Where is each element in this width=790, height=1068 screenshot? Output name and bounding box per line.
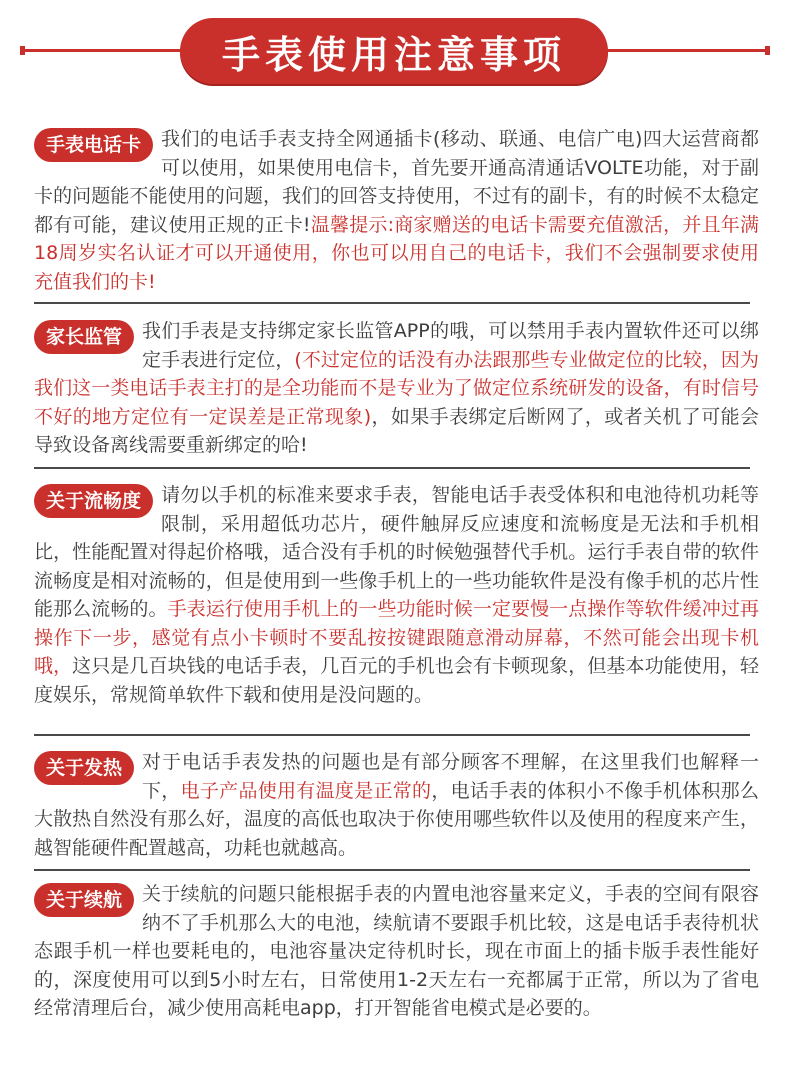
section-text <box>34 880 759 1023</box>
section-divider <box>34 302 750 304</box>
text-normal: 请勿以手机的标准来要求手表，智能电话手表受体积和电池待机功耗等限制，采用超低功芯片，硬件触屏反应速度和流畅度是无法和手机相比，性能配置对得起价格哦，适合没有手机的时候勉强替代手机。运行手表自带的软件流畅度是相对流畅的，但是使用到一些像手机上的一些功能软件是没有像手机的芯片性能那么流畅的。 <box>34 484 759 620</box>
section-divider <box>34 734 750 736</box>
section-divider <box>34 869 750 871</box>
section-badge: 关于流畅度 <box>34 484 153 518</box>
section-badge: 关于续航 <box>34 883 134 917</box>
page-header <box>0 0 790 100</box>
header-rule-right <box>593 49 768 52</box>
text-normal: 我们的电话手表支持全网通插卡(移动、联通、电信广电)四大运营商都可以使用，如果使用电信卡，首先要开通高清通话VOLTE功能，对于副卡的问题能不能使用的问题，我们的回答支持使用，不过有的副卡，有的时候不太稳定都有可能，建议使用正规的正卡! <box>34 128 759 236</box>
text-normal: 对于电话手表发热的问题也是有部分顾客不理解，在这里我们也解释一下， <box>142 751 759 802</box>
section-badge: 关于发热 <box>34 751 134 785</box>
text-normal: ，如果手表绑定后断网了，或者关机了可能会导致设备离线需要重新绑定的哈! <box>34 405 759 456</box>
text-highlight: (不过定位的话没有办法跟那些专业做定位的比较，因为我们这一类电话手表主打的是全功能而不是专业为了做定位系统研发的设备，有时信号不好的地方定位有一定误差是正常现象) <box>34 348 759 428</box>
section-parent-control <box>34 317 759 460</box>
section-battery <box>34 880 759 1023</box>
rule-cap-right <box>765 46 770 55</box>
section-text <box>34 317 759 460</box>
section-heat <box>34 748 759 862</box>
text-normal: ，电话手表的体积小不像手机体积那么大散热自然没有那么好，温度的高低也取决于你使用哪些软件以及使用的程度来产生，越智能硬件配置越高，功耗也就越高。 <box>34 779 759 859</box>
text-normal: 关于续航的问题只能根据手表的内置电池容量来定义，手表的空间有限容纳不了手机那么大的电池，续航请不要跟手机比较，这是电话手表待机状态跟手机一样也要耗电的，电池容量决定待机时长，现在市面上的插卡版手表性能好的，深度使用可以到5小时左右，日常使用1-2天左右一充都属于正常，所以为了省电经常清理后台，减少使用高耗电app，打开智能省电模式是必要的。 <box>34 883 759 1019</box>
text-highlight: 电子产品使用有温度是正常的 <box>180 779 432 802</box>
section-sim-card <box>34 125 759 296</box>
section-divider <box>34 467 750 469</box>
text-normal: 这只是几百块钱的电话手表，几百元的手机也会有卡顿现象，但基本功能使用，轻度娱乐，常规简单软件下载和使用是没问题的。 <box>34 655 759 706</box>
section-text <box>34 748 759 862</box>
section-badge: 家长监管 <box>34 320 134 354</box>
section-badge: 手表电话卡 <box>34 128 153 162</box>
page-title: 手表使用注意事项 <box>180 18 608 84</box>
section-smoothness <box>34 481 759 709</box>
header-rule-left <box>22 49 197 52</box>
text-highlight: 温馨提示:商家赠送的电话卡需要充值激活，并且年满18周岁实名认证才可以开通使用，你也可以用自己的电话卡，我们不会强制要求使用充值我们的卡! <box>34 213 759 293</box>
text-highlight: 手表运行使用手机上的一些功能时候一定要慢一点操作等软件缓冲过再操作下一步，感觉有点小卡顿时不要乱按按键跟随意滑动屏幕，不然可能会出现卡机哦， <box>34 598 759 677</box>
text-normal: 我们手表是支持绑定家长监管APP的哦，可以禁用手表内置软件还可以绑定手表进行定位， <box>142 320 759 371</box>
